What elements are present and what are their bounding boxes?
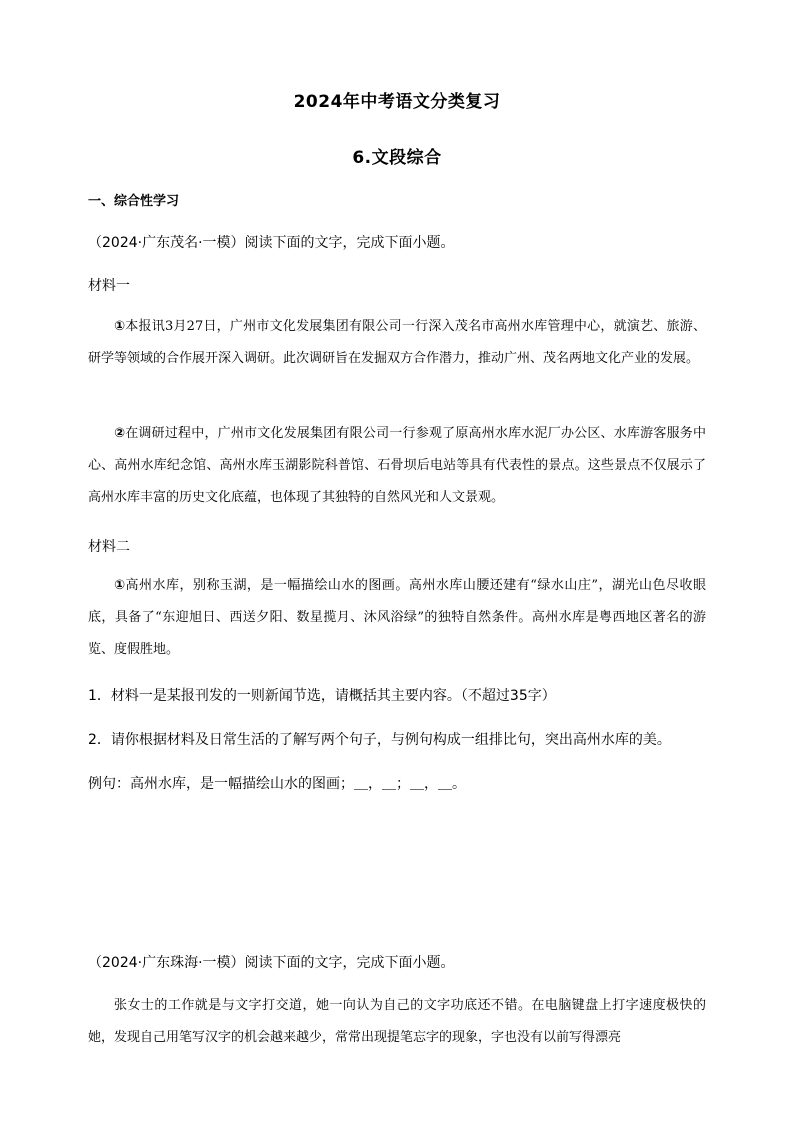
paragraph-text: 本报讯3月27日，广州市文化发展集团有限公司一行深入茂名市高州水库管理中心，就演艺、旅游、研学等领域的合作展开深入调研。此次调研旨在发掘双方合作潜力，推动广州、茂名两地文化产业的发展。 bbox=[88, 319, 706, 366]
question-2: 2．请你根据材料及日常生活的了解写两个句子，与例句构成一组排比句，突出高州水库的美。 bbox=[88, 732, 671, 748]
paragraph-number: ① bbox=[114, 319, 126, 334]
paragraph-number: ② bbox=[114, 426, 126, 441]
block1-intro: （2024·广东茂名·一模）阅读下面的文字，完成下面小题。 bbox=[88, 235, 455, 251]
material1-label: 材料一 bbox=[88, 278, 130, 294]
material1-paragraph-2 bbox=[88, 418, 706, 514]
paragraph-text: 在调研过程中，广州市文化发展集团有限公司一行参观了原高州水库水泥厂办公区、水库游客服务中心、高州水库纪念馆、高州水库玉湖影院科普馆、石骨坝后电站等具有代表性的景点。这些景点不仅展示了高州水库丰富的历史文化底蕴，也体现了其独特的自然风光和人文景观。 bbox=[88, 426, 706, 505]
document-subtitle: 6.文段综合 bbox=[352, 148, 442, 168]
material2-paragraph-1 bbox=[88, 570, 706, 666]
section-heading: 一、综合性学习 bbox=[88, 194, 180, 209]
paragraph-number: ① bbox=[114, 578, 126, 593]
question-1: 1．材料一是某报刊发的一则新闻节选，请概括其主要内容。（不超过35字） bbox=[88, 688, 556, 704]
example-sentence: 例句：高州水库，是一幅描绘山水的图画；＿，＿；＿，＿。 bbox=[88, 776, 466, 792]
material1-paragraph-1 bbox=[88, 311, 706, 375]
material2-label: 材料二 bbox=[88, 539, 130, 555]
block2-paragraph-1: 张女士的工作就是与文字打交道，她一向认为自己的文字功底还不错。在电脑键盘上打字速度极快的她，发现自己用笔写汉字的机会越来越少，常常出现提笔忘字的现象，字也没有以前写得漂亮 bbox=[88, 998, 706, 1045]
paragraph-text: 高州水库，别称玉湖，是一幅描绘山水的图画。高州水库山腰还建有“绿水山庄”，湖光山色尽收眼底，具备了“东迎旭日、西送夕阳、数星揽月、沐风浴绿”的独特自然条件。高州水库是粤西地区著名的游览、度假胜地。 bbox=[88, 578, 706, 657]
block2-intro: （2024·广东珠海·一模）阅读下面的文字，完成下面小题。 bbox=[88, 955, 455, 971]
document-title: 2024年中考语文分类复习 bbox=[293, 92, 501, 112]
